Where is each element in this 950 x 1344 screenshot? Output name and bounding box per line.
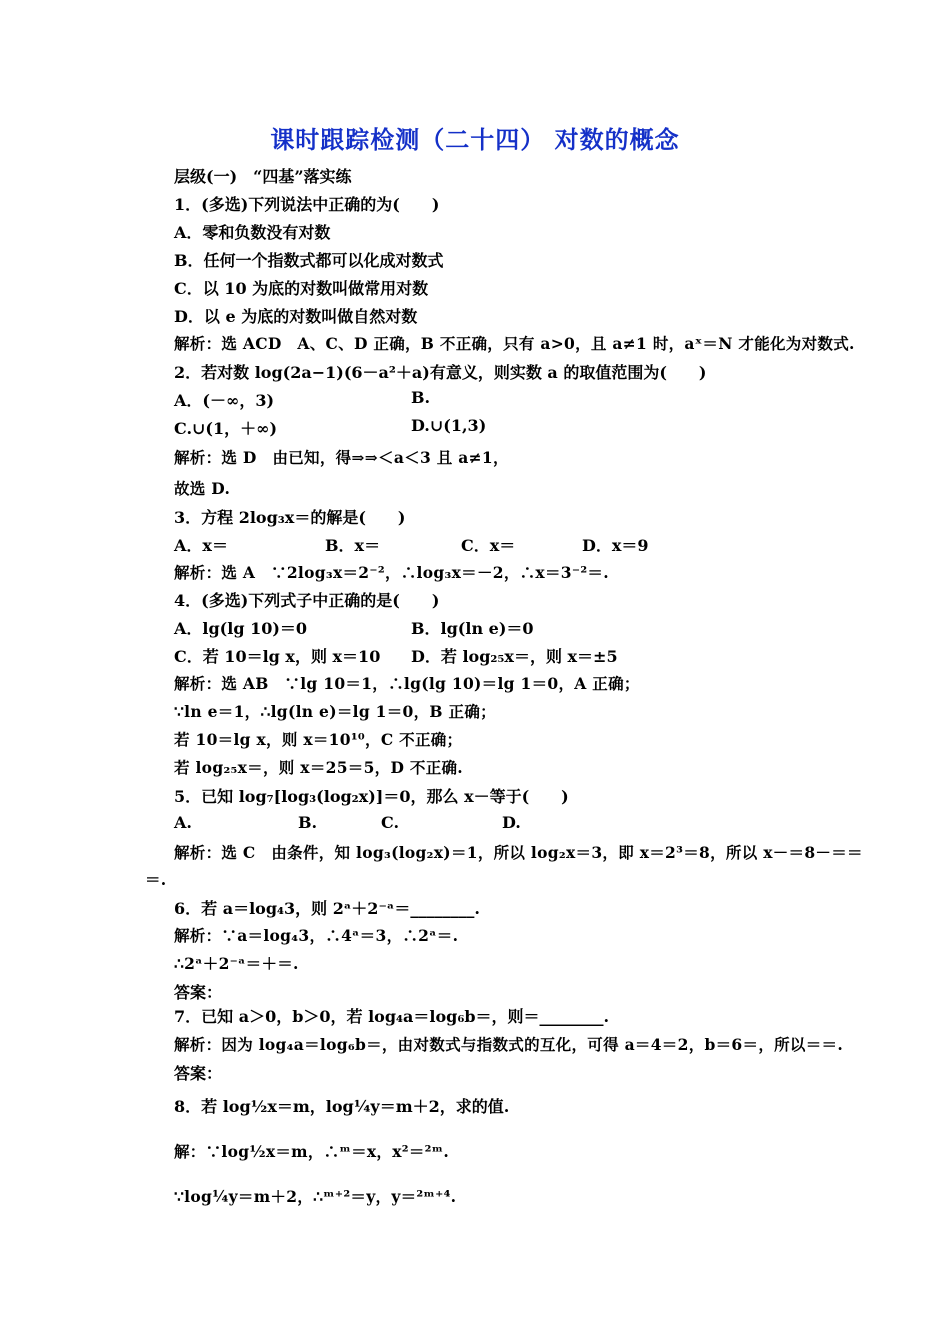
q5-solution: 解析：选 C 由条件，知 log₃(log₂x)＝1，所以 log₂x＝3，即 x＝2³＝8，所以 x－＝8－＝＝: [174, 843, 863, 862]
q5-option-d: D.: [502, 813, 521, 832]
q3-option-d: D．x＝9: [582, 536, 649, 555]
q4-stem: 4．(多选)下列式子中正确的是( ): [174, 591, 440, 610]
q3-stem: 3．方程 2log₃x＝的解是( ): [174, 508, 406, 527]
page-title: 课时跟踪检测（二十四） 对数的概念: [270, 126, 680, 154]
q2-stem: 2．若对数 log(2a−1)(6－a²＋a)有意义，则实数 a 的取值范围为( ): [174, 363, 707, 382]
q1-option-d: D．以 e 为底的对数叫做自然对数: [174, 307, 418, 326]
q1-option-c: C．以 10 为底的对数叫做常用对数: [174, 279, 429, 298]
q2-option-a: A．(－∞，3): [174, 391, 275, 410]
q5-stem: 5．已知 log₇[log₃(log₂x)]＝0，那么 x－等于( ): [174, 787, 569, 806]
q8-solution-1: 解：∵log½x＝m，∴ᵐ＝x，x²＝²ᵐ.: [174, 1142, 450, 1161]
q5-solution-end: ＝.: [145, 870, 167, 889]
q7-stem: 7．已知 a＞0，b＞0，若 log₄a＝log₆b＝，则＝________.: [174, 1007, 610, 1026]
q5-option-a: A.: [174, 813, 192, 832]
level-heading: 层级(一) “四基”落实练: [174, 167, 352, 186]
q3-solution: 解析：选 A ∵2log₃x＝2⁻²，∴log₃x＝－2，∴x＝3⁻²＝.: [174, 563, 609, 582]
q1-option-a: A．零和负数没有对数: [174, 223, 331, 242]
q8-solution-2: ∵log¼y＝m＋2，∴ᵐ⁺²＝y，y＝²ᵐ⁺⁴.: [174, 1187, 457, 1206]
q6-solution-2: ∴2ᵃ＋2⁻ᵃ＝＋＝.: [174, 954, 299, 973]
q4-option-c: C．若 10＝lg x，则 x＝10: [174, 647, 381, 666]
q6-solution-1: 解析：∵a＝log₄3，∴4ᵃ＝3，∴2ᵃ＝.: [174, 926, 459, 945]
q6-stem: 6．若 a＝log₄3，则 2ᵃ＋2⁻ᵃ＝________.: [174, 899, 480, 918]
q3-option-c: C．x＝: [461, 536, 516, 555]
q4-solution-1: 解析：选 AB ∵lg 10＝1，∴lg(lg 10)＝lg 1＝0，A 正确；: [174, 674, 640, 693]
q2-option-d: D.∪(1,3): [411, 416, 487, 435]
q5-option-c: C.: [381, 813, 400, 832]
q4-option-b: B．lg(ln e)＝0: [411, 619, 534, 638]
q2-solution-end: 故选 D.: [174, 479, 231, 498]
q2-option-c: C.∪(1，＋∞): [174, 419, 278, 438]
q1-stem: 1．(多选)下列说法中正确的为( ): [174, 195, 440, 214]
q4-option-d: D．若 log₂₅x＝，则 x＝±5: [411, 647, 618, 666]
q8-stem: 8．若 log½x＝m，log¼y＝m＋2，求的值.: [174, 1097, 510, 1116]
q2-solution: 解析：选 D 由已知，得⇒⇒＜a＜3 且 a≠1，: [174, 448, 509, 467]
q7-answer: 答案：: [174, 1064, 223, 1083]
q2-option-b: B.: [411, 388, 431, 407]
q3-option-b: B．x＝: [325, 536, 381, 555]
q5-option-b: B.: [298, 813, 318, 832]
q6-answer: 答案：: [174, 983, 223, 1002]
q3-option-a: A．x＝: [174, 536, 228, 555]
q4-solution-2: ∵ln e＝1，∴lg(ln e)＝lg 1＝0，B 正确；: [174, 702, 496, 721]
q4-option-a: A．lg(lg 10)＝0: [174, 619, 308, 638]
q1-option-b: B．任何一个指数式都可以化成对数式: [174, 251, 444, 270]
q4-solution-3: 若 10＝lg x，则 x＝10¹⁰，C 不正确；: [174, 730, 463, 749]
q4-solution-4: 若 log₂₅x＝，则 x＝25＝5，D 不正确.: [174, 758, 464, 777]
q1-solution: 解析：选 ACD A、C、D 正确，B 不正确，只有 a>0，且 a≠1 时，aˣ＝N 才能化为对数式.: [174, 334, 855, 353]
q7-solution: 解析：因为 log₄a＝log₆b＝，由对数式与指数式的互化，可得 a＝4＝2，b＝6＝，所以＝＝.: [174, 1035, 844, 1054]
